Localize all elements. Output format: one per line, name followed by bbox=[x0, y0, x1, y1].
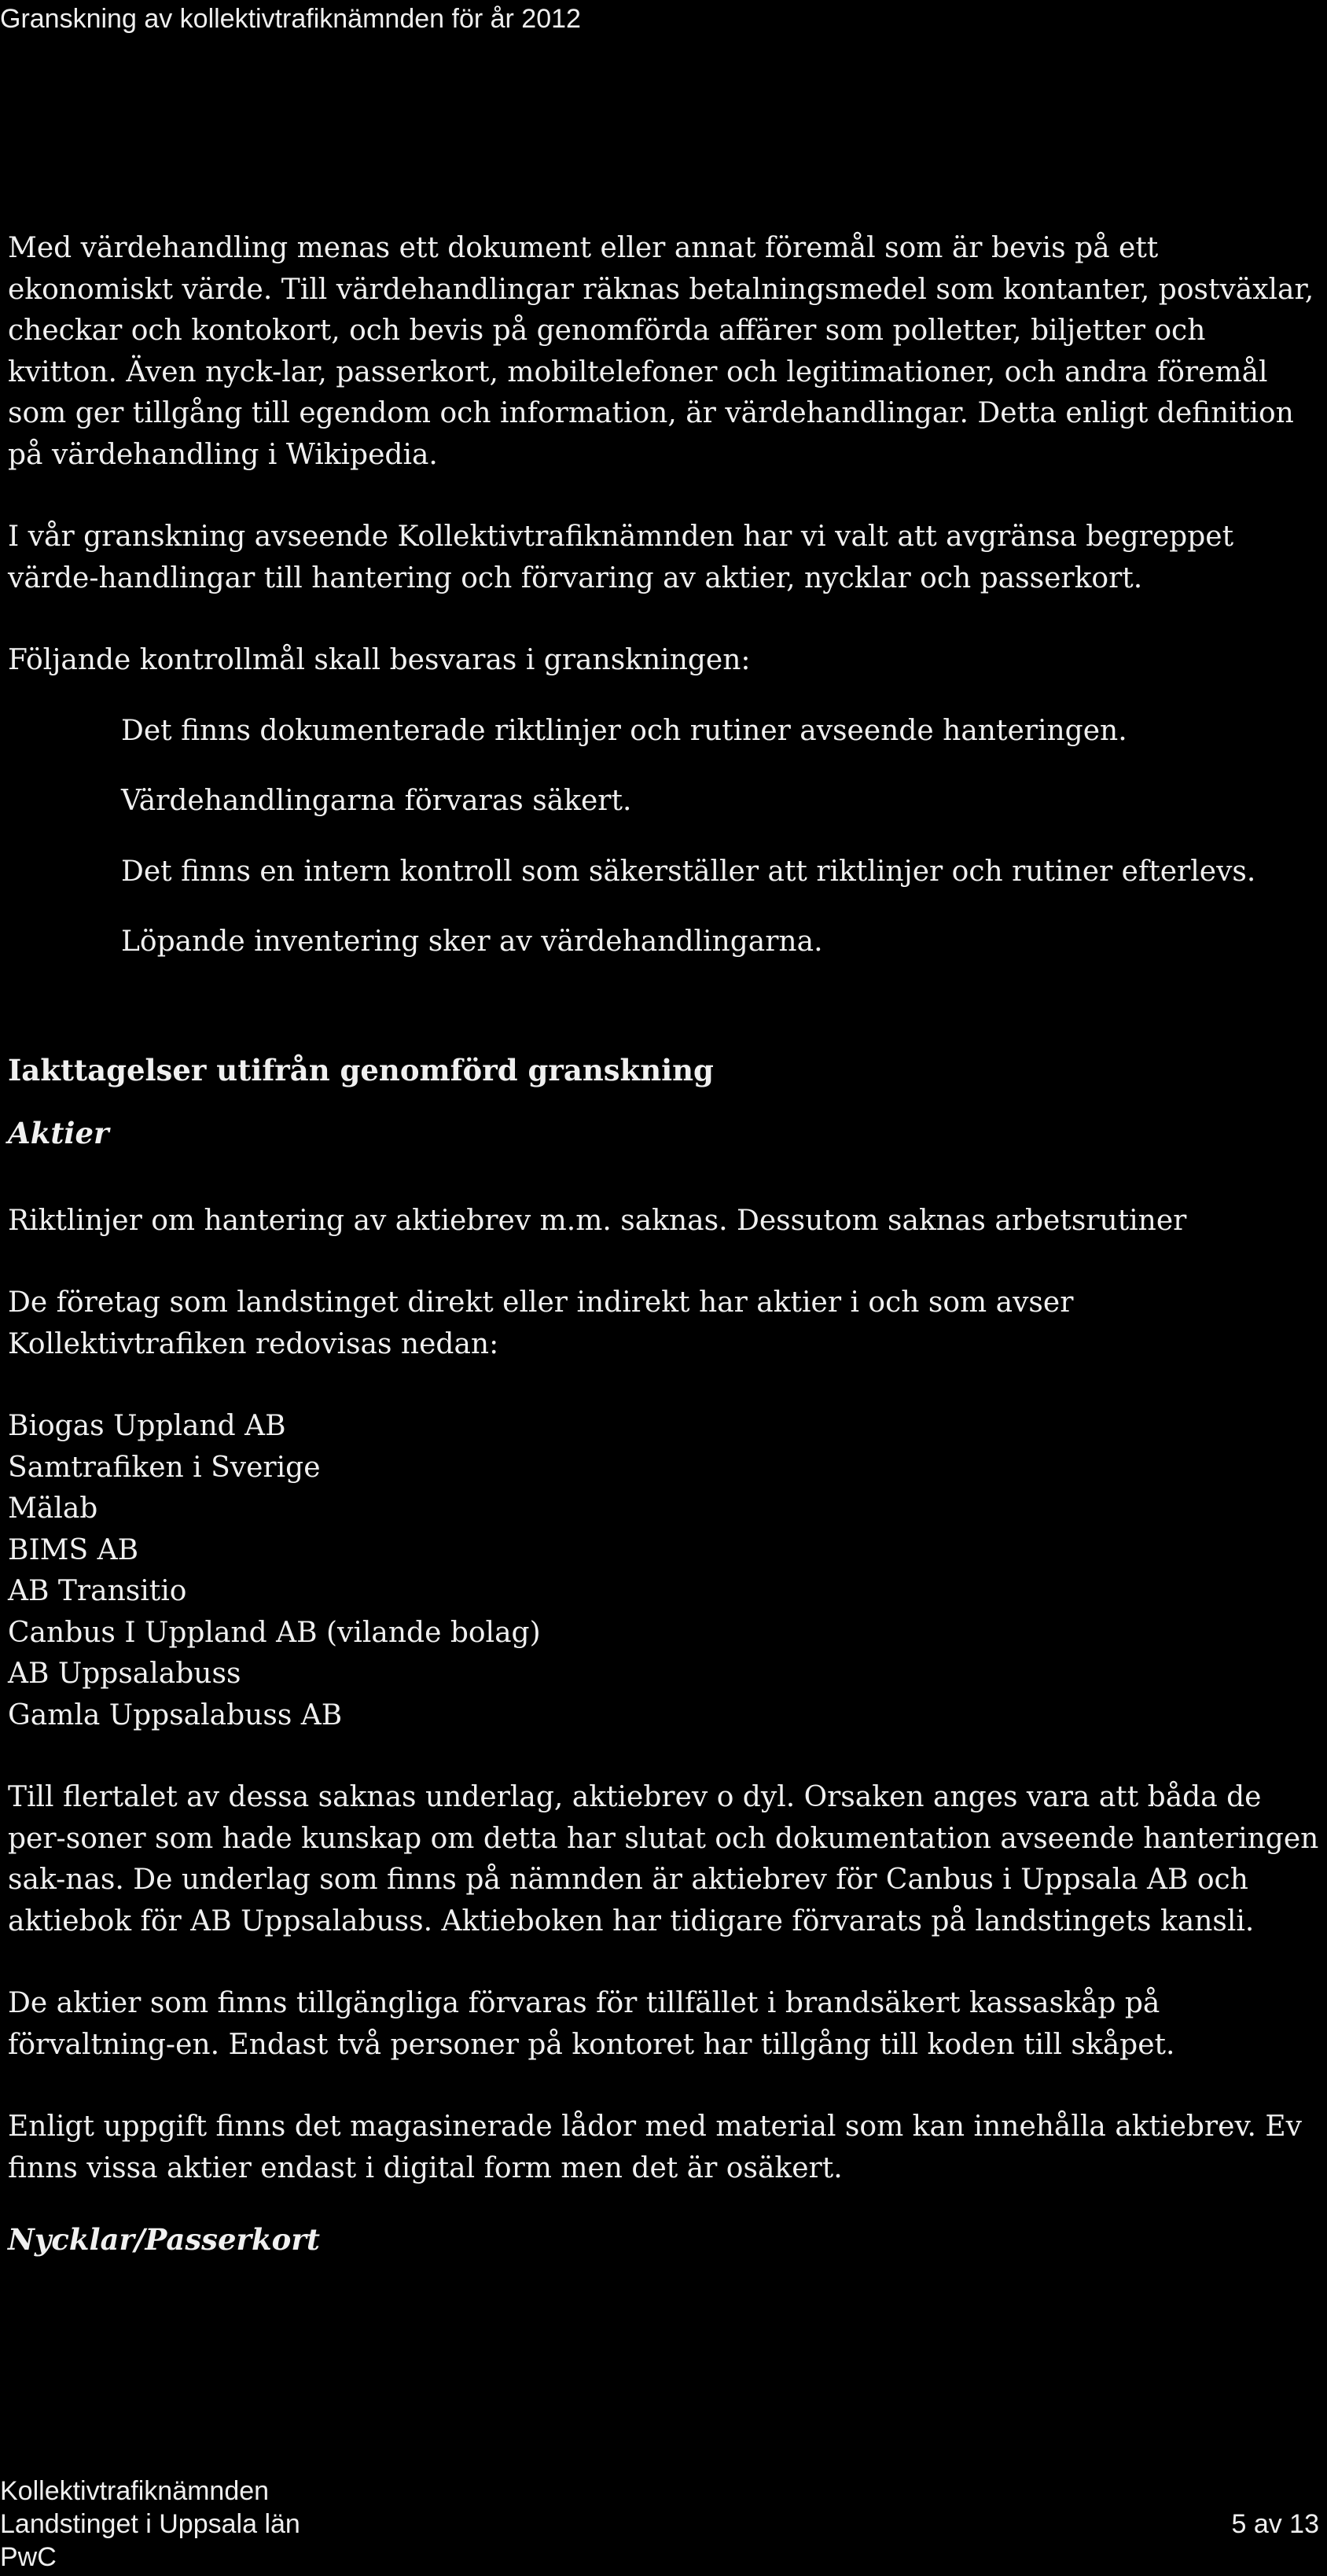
findings-heading: Iakttagelser utifrån genomförd granskning bbox=[8, 1052, 714, 1087]
control-goal-item: Värdehandlingarna förvaras säkert. bbox=[121, 785, 632, 817]
control-goal-item: Löpande inventering sker av värdehandlingarna. bbox=[121, 926, 823, 958]
intro-paragraph-1: Med värdehandling menas ett dokument eller annat föremål som är bevis på ett ekonomiskt värde. Till värdehandlingar räknas betalningsmedel som kontanter, postväxlar, checkar och kontokort, och bevis på genomförda affärer som polletter, biljetter och kvitton. Även nyck-lar, passerkort, mobiltelefoner och legitimationer, och andra föremål som ger tillgång till egendom och information, är värdehandlingar. Detta enligt definition på värdehandling i Wikipedia. bbox=[8, 232, 1314, 471]
findings-paragraph-4: De aktier som finns tillgängliga förvaras för tillfället i brandsäkert kassaskåp på förvaltning-en. Endast två personer på kontoret har tillgång till koden till skåpet. bbox=[8, 1987, 1175, 2061]
intro-paragraph-2: I vår granskning avseende Kollektivtrafiknämnden har vi valt att avgränsa begreppet värde-handlingar till hantering och förvaring av aktier, nycklar och passerkort. bbox=[8, 521, 1234, 594]
page-header: Granskning av kollektivtrafiknämnden för år 2012 bbox=[0, 4, 581, 34]
company-item: Samtrafiken i Sverige bbox=[8, 1451, 321, 1484]
page-number: 5 av 13 bbox=[1231, 2509, 1319, 2539]
control-goal-item: Det finns en intern kontroll som säkerställer att riktlinjer och rutiner efterlevs. bbox=[121, 855, 1256, 888]
page-footer bbox=[0, 2475, 300, 2574]
findings-paragraph-2: De företag som landstinget direkt eller indirekt har aktier i och som avser Kollektivtrafiken redovisas nedan: bbox=[8, 1286, 1074, 1360]
findings-paragraph-5: Enligt uppgift finns det magasinerade lådor med material som kan innehålla aktiebrev. Ev finns vissa aktier endast i digital form men det är osäkert. bbox=[8, 2110, 1303, 2184]
nycklar-heading: Nycklar/Passerkort bbox=[8, 2222, 320, 2257]
footer-committee: Kollektivtrafiknämnden bbox=[0, 2476, 270, 2506]
intro-paragraph-3: Följande kontrollmål skall besvaras i granskningen: bbox=[8, 644, 751, 676]
document-body bbox=[8, 228, 1319, 2307]
company-item: Canbus I Uppland AB (vilande bolag) bbox=[8, 1616, 541, 1649]
findings-paragraph-3: Till flertalet av dessa saknas underlag, aktiebrev o dyl. Orsaken anges vara att båda de per-soner som hade kunskap om detta har slutat och dokumentation avseende hanteringen sak-nas. De underlag som finns på nämnden är aktiebrev för Canbus i Uppsala AB och aktiebok för AB Uppsalabuss. Aktieboken har tidigare förvarats på landstingets kansli. bbox=[8, 1781, 1319, 1938]
footer-company: PwC bbox=[0, 2542, 57, 2572]
company-item: AB Uppsalabuss bbox=[8, 1658, 241, 1690]
findings-paragraph-1: Riktlinjer om hantering av aktiebrev m.m. saknas. Dessutom saknas arbetsrutiner bbox=[8, 1204, 1187, 1237]
company-item: Biogas Uppland AB bbox=[8, 1410, 286, 1442]
company-item: BIMS AB bbox=[8, 1533, 139, 1566]
footer-organization: Landstinget i Uppsala län bbox=[0, 2509, 300, 2539]
company-list bbox=[8, 1406, 1319, 1736]
company-item: AB Transitio bbox=[8, 1575, 187, 1607]
control-goals-list bbox=[8, 711, 1319, 963]
company-item: Mälab bbox=[8, 1492, 98, 1525]
aktier-heading: Aktier bbox=[8, 1115, 109, 1150]
company-item: Gamla Uppsalabuss AB bbox=[8, 1698, 343, 1731]
control-goal-item: Det finns dokumenterade riktlinjer och rutiner avseende hanteringen. bbox=[121, 714, 1127, 747]
